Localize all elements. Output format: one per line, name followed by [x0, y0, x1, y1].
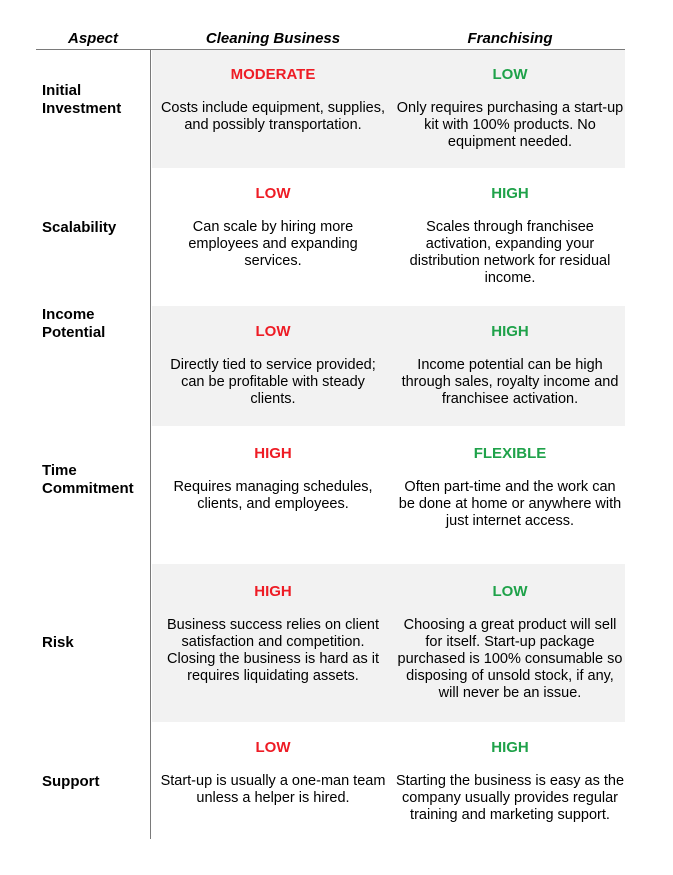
- cleaning-description: Directly tied to service provided; can be profitable with steady clients.: [170, 357, 376, 407]
- cleaning-cell: [158, 66, 388, 134]
- column-divider: [150, 49, 151, 839]
- franchising-cell: [395, 445, 625, 530]
- cleaning-cell: [158, 583, 388, 685]
- aspect-label: Support: [42, 773, 100, 790]
- aspect-label: Scalability: [42, 219, 117, 236]
- franchising-rating: FLEXIBLE: [473, 445, 547, 462]
- franchising-cell: [395, 583, 625, 702]
- cleaning-description: Start-up is usually a one-man team unless a helper is hired.: [160, 773, 386, 806]
- table-row-risk: [0, 564, 673, 722]
- cleaning-cell: [158, 185, 388, 270]
- franchising-description: Scales through franchisee activation, expanding your distribution network for residual income.: [409, 219, 611, 286]
- header-aspect: Aspect: [67, 30, 119, 47]
- franchising-cell: [395, 739, 625, 824]
- franchising-description: Starting the business is easy as the company usually provides regular training and marketing support.: [395, 773, 625, 823]
- franchising-cell: [395, 66, 625, 151]
- franchising-cell: [395, 185, 625, 287]
- header-cleaning-business: Cleaning Business: [205, 30, 341, 47]
- aspect-label: Income Potential: [42, 306, 106, 341]
- cleaning-description: Requires managing schedules, clients, and employees.: [173, 479, 373, 512]
- cleaning-rating: HIGH: [254, 445, 292, 462]
- table-row-initial-investment: [0, 50, 673, 168]
- franchising-rating: LOW: [492, 66, 528, 83]
- table-row-support: [0, 722, 673, 840]
- franchising-description: Income potential can be high through sales, royalty income and franchisee activation.: [401, 357, 619, 407]
- table-row-time-commitment: [0, 426, 673, 564]
- franchising-description: Choosing a great product will sell for itself. Start-up package purchased is 100% consumable so disposing of unsold stock, if any, will never be an issue.: [397, 617, 623, 701]
- cleaning-rating: LOW: [255, 323, 291, 340]
- franchising-description: Often part-time and the work can be done at home or anywhere with just internet access.: [398, 479, 622, 529]
- cleaning-cell: [158, 445, 388, 513]
- franchising-rating: HIGH: [491, 185, 529, 202]
- franchising-rating: HIGH: [491, 323, 529, 340]
- cleaning-description: Costs include equipment, supplies, and possibly transportation.: [160, 100, 386, 133]
- aspect-label: Risk: [42, 634, 74, 651]
- franchising-rating: HIGH: [491, 739, 529, 756]
- franchising-rating: LOW: [492, 583, 528, 600]
- cleaning-rating: LOW: [255, 739, 291, 756]
- franchising-cell: [395, 323, 625, 408]
- header-franchising: Franchising: [467, 30, 553, 47]
- cleaning-cell: [158, 739, 388, 807]
- cleaning-description: Business success relies on client satisfaction and competition. Closing the business is hard as it requires liquidating assets.: [167, 617, 379, 684]
- aspect-label: Initial Investment: [42, 82, 122, 117]
- cleaning-rating: HIGH: [254, 583, 292, 600]
- franchising-description: Only requires purchasing a start-up kit with 100% products. No equipment needed.: [396, 100, 624, 150]
- cleaning-rating: LOW: [255, 185, 291, 202]
- table-row-income-potential: [0, 306, 673, 426]
- cleaning-cell: [158, 323, 388, 408]
- aspect-label: Time Commitment: [42, 462, 134, 497]
- cleaning-rating: MODERATE: [230, 66, 316, 83]
- table-row-scalability: [0, 168, 673, 306]
- cleaning-description: Can scale by hiring more employees and expanding services.: [188, 219, 358, 269]
